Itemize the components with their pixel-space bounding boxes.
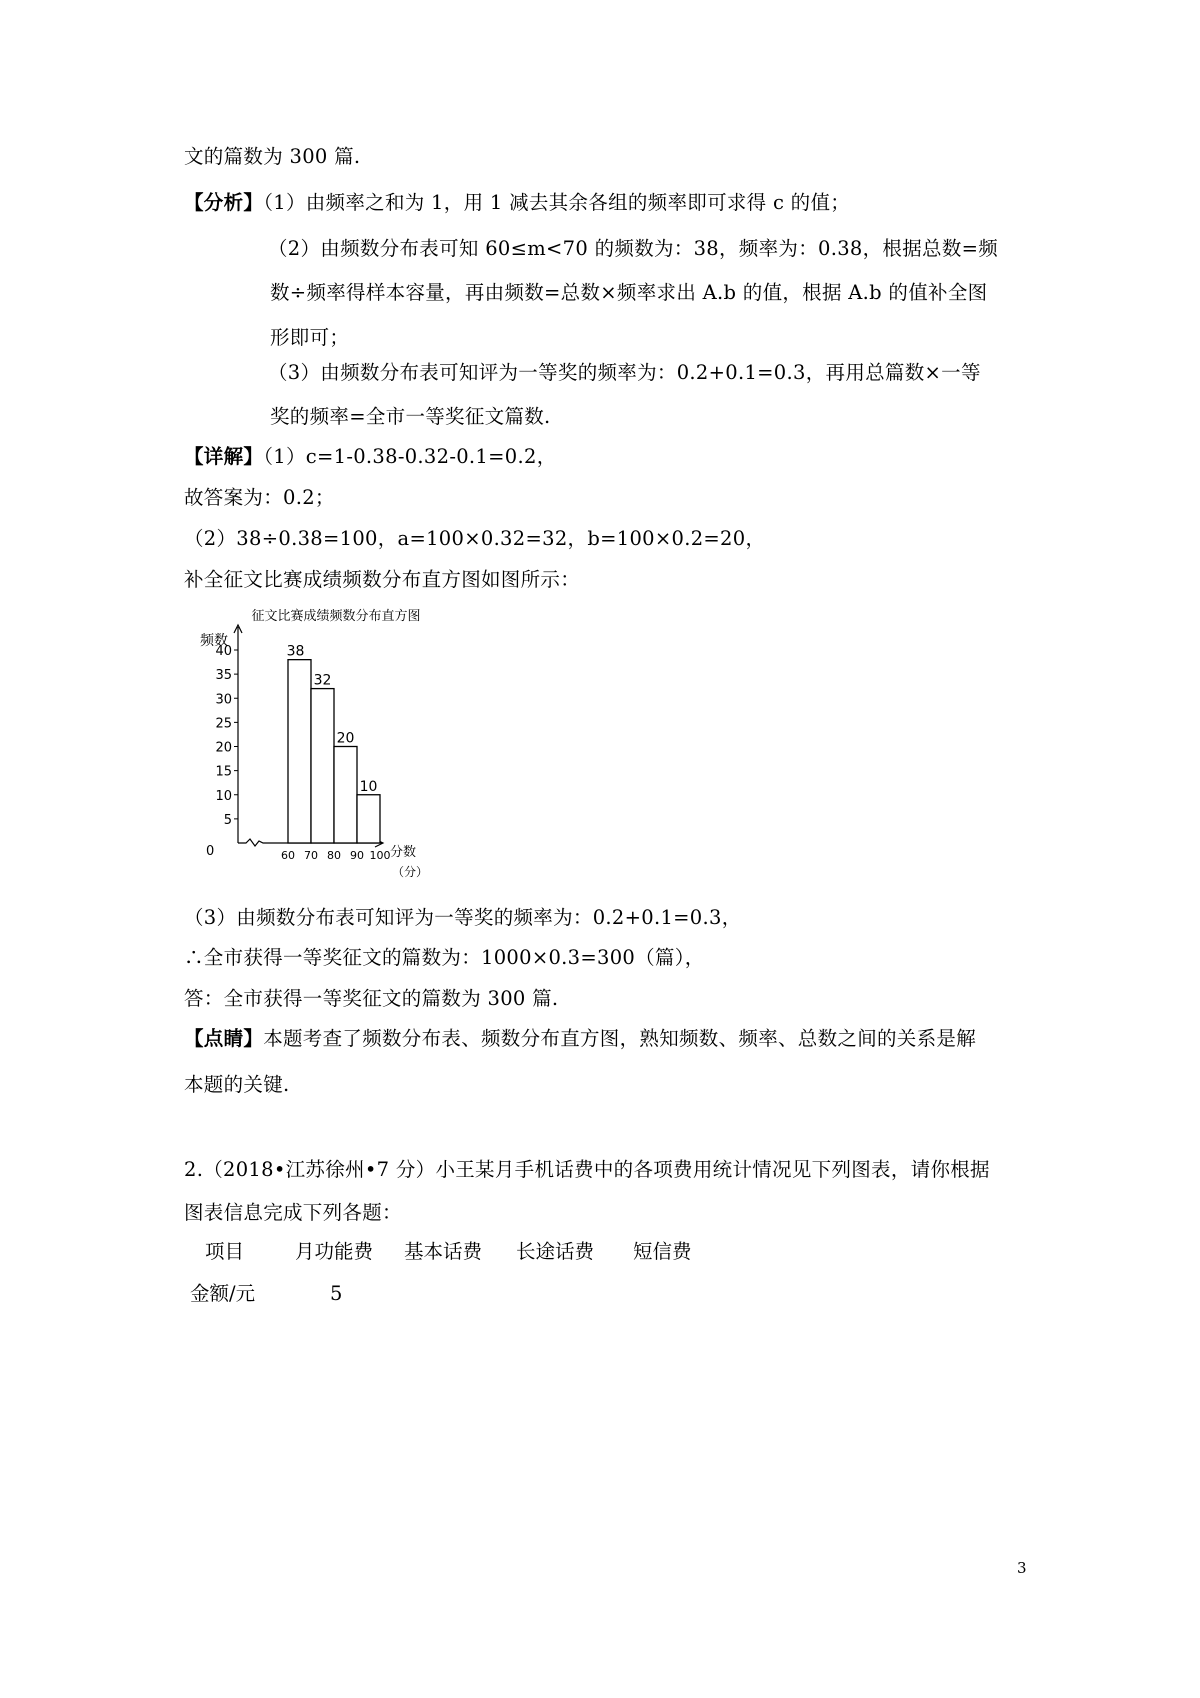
histogram-bar <box>334 747 357 844</box>
origin-label: 0 <box>206 844 215 859</box>
y-tick-label: 25 <box>215 716 232 732</box>
y-tick-label: 10 <box>215 788 232 804</box>
table-header-0: 项目 <box>205 1240 245 1263</box>
bar-value-label: 32 <box>313 672 332 689</box>
y-tick-label: 30 <box>215 692 232 708</box>
table-row-label: 金额/元 <box>190 1282 256 1305</box>
comment-line <box>184 1025 976 1053</box>
analysis-text: （1）由频率之和为 1，用 1 减去其余各组的频率即可求得 c 的值； <box>263 191 851 214</box>
histogram-bar <box>357 795 380 843</box>
y-tick-label: 40 <box>215 644 232 659</box>
detail-text: （1）c=1-0.38-0.32-0.1=0.2， <box>263 445 557 468</box>
text-line: （2）由频数分布表可知 60≤m<70 的频数为：38，频率为：0.38，根据总数=频 <box>268 237 999 260</box>
table-header-1: 月功能费 <box>295 1240 374 1263</box>
detail-line <box>184 443 557 471</box>
text-line: 答：全市获得一等奖征文的篇数为 300 篇. <box>184 987 559 1010</box>
histogram-chart <box>198 603 474 890</box>
text-line: ∴全市获得一等奖征文的篇数为：1000×0.3=300（篇）， <box>184 946 705 969</box>
chart-title: 征文比赛成绩频数分布直方图 <box>251 609 421 624</box>
x-tick-label: 80 <box>327 849 341 862</box>
x-axis-unit: （分） <box>392 865 429 879</box>
analysis-tag: 【分析】 <box>184 191 264 214</box>
text-line: 文的篇数为 300 篇. <box>184 145 361 168</box>
y-tick-label: 5 <box>223 812 232 828</box>
text-line: （3）由频数分布表可知评为一等奖的频率为：0.2+0.1=0.3，再用总篇数×一等 <box>268 361 981 384</box>
table-header-3: 长途话费 <box>516 1240 595 1263</box>
table-header-2: 基本话费 <box>404 1240 483 1263</box>
analysis-line <box>184 189 850 217</box>
text-line: 本题的关键. <box>184 1073 290 1096</box>
detail-tag: 【详解】 <box>184 445 264 468</box>
y-tick-label: 20 <box>215 740 232 756</box>
y-axis-label: 频数 <box>200 633 228 649</box>
text-line: 补全征文比赛成绩频数分布直方图如图所示： <box>184 568 581 591</box>
bar-value-label: 20 <box>336 730 355 747</box>
text-line: 故答案为：0.2； <box>184 486 335 509</box>
x-axis-label: 分数 <box>390 845 417 860</box>
text-line: 数÷频率得样本容量，再由频数=总数×频率求出 A.b 的值，根据 A.b 的值补全图 <box>270 281 988 304</box>
text-line: （2）38÷0.38=100，a=100×0.32=32，b=100×0.2=20， <box>184 527 766 550</box>
table-header-4: 短信费 <box>633 1240 692 1263</box>
x-tick-label: 70 <box>304 849 318 862</box>
comment-text: 本题考查了频数分布表、频数分布直方图，熟知频数、频率、总数之间的关系是解 <box>263 1027 977 1050</box>
histogram-bar <box>311 689 334 843</box>
question-line: 2.（2018•江苏徐州•7 分）小王某月手机话费中的各项费用统计情况见下列图表，请你根据 <box>184 1158 990 1181</box>
text-line: 奖的频率=全市一等奖征文篇数. <box>270 405 551 428</box>
y-tick-label: 35 <box>215 668 232 684</box>
text-line: （3）由频数分布表可知评为一等奖的频率为：0.2+0.1=0.3， <box>184 906 742 929</box>
histogram-bar <box>288 660 311 843</box>
x-tick-label: 60 <box>281 849 295 862</box>
x-tick-label: 90 <box>350 849 364 862</box>
comment-tag: 【点睛】 <box>184 1027 264 1050</box>
y-tick-label: 15 <box>215 764 232 780</box>
page-number: 3 <box>1017 1559 1027 1577</box>
bar-value-label: 10 <box>359 778 378 795</box>
text-line: 形即可； <box>270 326 350 349</box>
bar-value-label: 38 <box>286 643 305 660</box>
table-cell-0: 5 <box>330 1282 343 1305</box>
x-tick-label: 100 <box>369 849 391 862</box>
question-line: 图表信息完成下列各题： <box>184 1201 402 1224</box>
